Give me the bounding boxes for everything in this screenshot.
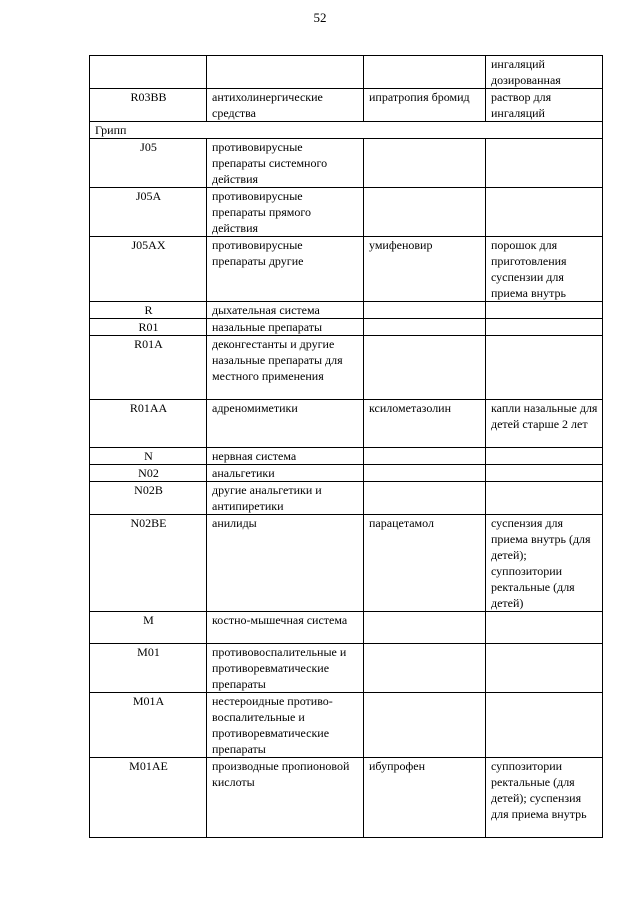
atc-code-cell: R01AA: [90, 400, 207, 448]
group-name-cell: нервная система: [207, 448, 364, 465]
dosage-form-cell: [486, 302, 603, 319]
substance-cell: [364, 448, 486, 465]
table-row: [90, 89, 603, 122]
atc-code-cell: N: [90, 448, 207, 465]
group-name-cell: адреномиметики: [207, 400, 364, 448]
group-name-cell: производные пропионовой кислоты: [207, 758, 364, 838]
substance-cell: [364, 139, 486, 188]
atc-code-cell: [90, 56, 207, 89]
dosage-form-cell: [486, 448, 603, 465]
group-name-cell: антихолинергические средства: [207, 89, 364, 122]
group-name-cell: деконгестанты и другие назальные препараты для местного применения: [207, 336, 364, 400]
group-name-cell: противовирусные препараты другие: [207, 237, 364, 302]
atc-code-cell: R01A: [90, 336, 207, 400]
table-row: [90, 336, 603, 400]
atc-code-cell: J05AX: [90, 237, 207, 302]
group-name-cell: противовоспалительные и противоревматические препараты: [207, 644, 364, 693]
dosage-form-cell: [486, 188, 603, 237]
table-row: [90, 758, 603, 838]
atc-code-cell: J05A: [90, 188, 207, 237]
table-row: [90, 302, 603, 319]
dosage-form-cell: [486, 319, 603, 336]
table-row: [90, 139, 603, 188]
table-row: [90, 188, 603, 237]
dosage-form-cell: [486, 644, 603, 693]
atc-code-cell: N02BE: [90, 515, 207, 612]
table-row: [90, 465, 603, 482]
dosage-form-cell: капли назальные для детей старше 2 лет: [486, 400, 603, 448]
substance-cell: [364, 482, 486, 515]
substance-cell: [364, 56, 486, 89]
substance-cell: [364, 644, 486, 693]
atc-code-cell: R: [90, 302, 207, 319]
medication-table-body: [90, 56, 603, 838]
substance-cell: ипратропия бромид: [364, 89, 486, 122]
group-name-cell: анилиды: [207, 515, 364, 612]
group-name-cell: противовирусные препараты прямого действия: [207, 188, 364, 237]
table-row: [90, 693, 603, 758]
atc-code-cell: J05: [90, 139, 207, 188]
table-row: [90, 644, 603, 693]
dosage-form-cell: [486, 465, 603, 482]
dosage-form-cell: [486, 612, 603, 644]
table-row: [90, 612, 603, 644]
dosage-form-cell: ингаляций дозированная: [486, 56, 603, 89]
group-name-cell: дыхательная система: [207, 302, 364, 319]
dosage-form-cell: [486, 482, 603, 515]
group-name-cell: нестероидные противо-воспалительные и противоревматические препараты: [207, 693, 364, 758]
table-row: [90, 319, 603, 336]
page-number: 52: [313, 10, 327, 25]
atc-code-cell: M01AE: [90, 758, 207, 838]
medication-table: [89, 55, 603, 838]
substance-cell: ибупрофен: [364, 758, 486, 838]
substance-cell: [364, 693, 486, 758]
table-row: [90, 237, 603, 302]
substance-cell: умифеновир: [364, 237, 486, 302]
table-row: [90, 515, 603, 612]
atc-code-cell: R01: [90, 319, 207, 336]
dosage-form-cell: [486, 336, 603, 400]
atc-code-cell: M01: [90, 644, 207, 693]
table-row: [90, 448, 603, 465]
substance-cell: [364, 319, 486, 336]
group-name-cell: [207, 56, 364, 89]
table-row: [90, 482, 603, 515]
substance-cell: [364, 188, 486, 237]
atc-code-cell: M: [90, 612, 207, 644]
table-row: [90, 400, 603, 448]
substance-cell: [364, 465, 486, 482]
atc-code-cell: N02B: [90, 482, 207, 515]
group-name-cell: костно-мышечная система: [207, 612, 364, 644]
dosage-form-cell: [486, 693, 603, 758]
group-name-cell: противовирусные препараты системного действия: [207, 139, 364, 188]
substance-cell: [364, 302, 486, 319]
substance-cell: ксилометазолин: [364, 400, 486, 448]
group-name-cell: другие анальгетики и антипиретики: [207, 482, 364, 515]
atc-code-cell: N02: [90, 465, 207, 482]
dosage-form-cell: суппозитории ректальные (для детей); суспензия для приема внутрь: [486, 758, 603, 838]
table-section-row: [90, 122, 603, 139]
atc-code-cell: M01A: [90, 693, 207, 758]
dosage-form-cell: порошок для приготовления суспензии для приема внутрь: [486, 237, 603, 302]
group-name-cell: назальные препараты: [207, 319, 364, 336]
dosage-form-cell: суспензия для приема внутрь (для детей); суппозитории ректальные (для детей): [486, 515, 603, 612]
section-label: Грипп: [90, 122, 603, 139]
dosage-form-cell: раствор для ингаляций: [486, 89, 603, 122]
group-name-cell: анальгетики: [207, 465, 364, 482]
dosage-form-cell: [486, 139, 603, 188]
substance-cell: [364, 336, 486, 400]
table-row: [90, 56, 603, 89]
substance-cell: парацетамол: [364, 515, 486, 612]
substance-cell: [364, 612, 486, 644]
atc-code-cell: R03BB: [90, 89, 207, 122]
